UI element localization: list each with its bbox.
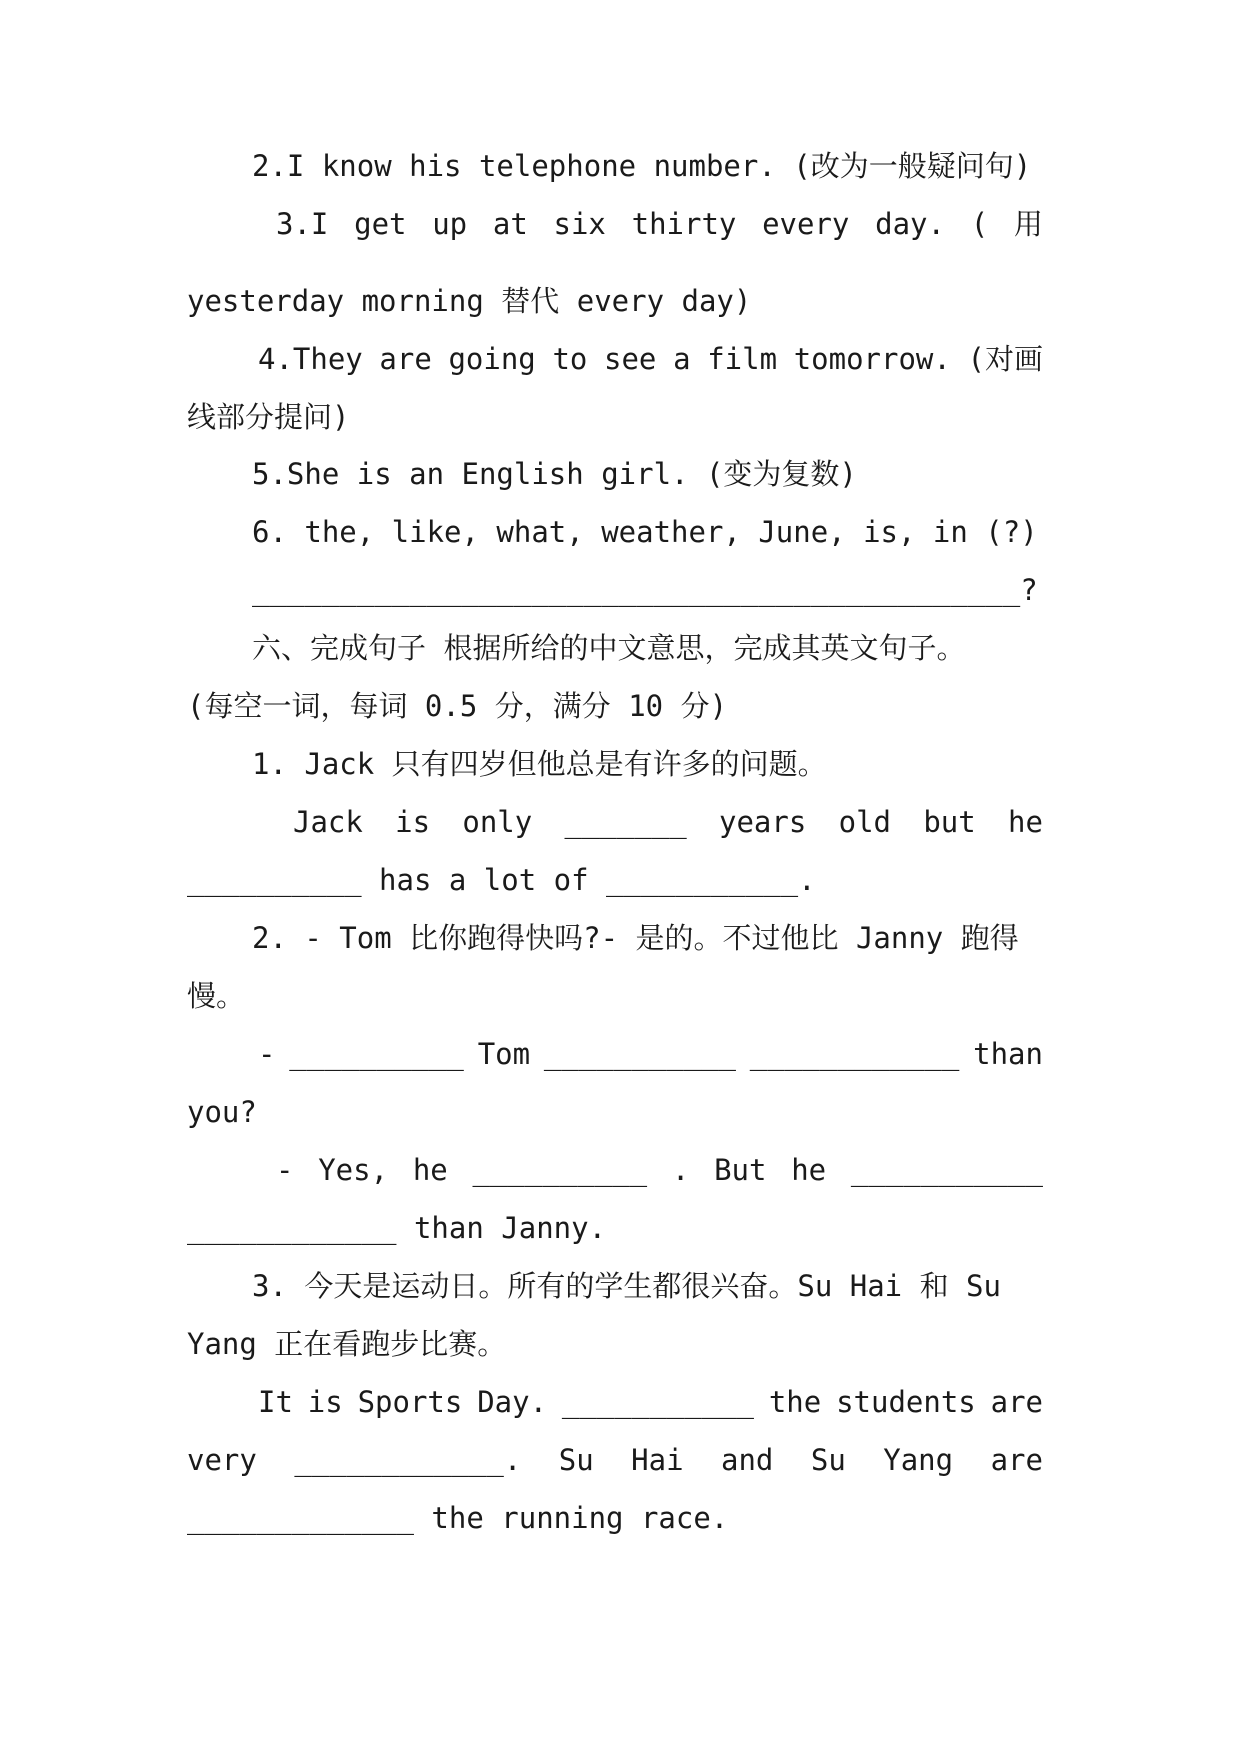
word: he (791, 1153, 827, 1187)
section-6-heading: 六、完成句子 根据所给的中文意思，完成其英文句子。 (252, 631, 966, 665)
word: Yes, (318, 1153, 389, 1187)
question-2-text: 2.I know his telephone number. (改为一般疑问句) (252, 149, 1032, 183)
word: only (462, 805, 533, 839)
word: Su (558, 1443, 594, 1477)
completion-2-question-line-2: you? (187, 1095, 257, 1129)
completion-3-english-line-3: _____________ the running race. (187, 1501, 729, 1535)
question-3-line-1 (276, 206, 1043, 242)
completion-1-english-line-2: __________ has a lot of ___________. (187, 863, 816, 897)
word: students (836, 1385, 976, 1419)
completion-2-answer-line-2: ____________ than Janny. (187, 1211, 607, 1245)
word: six (553, 207, 606, 241)
word: ___________ (850, 1153, 1043, 1187)
completion-2-chinese-line-2: 慢。 (187, 979, 246, 1013)
word: than (973, 1037, 1043, 1071)
word: Day. (477, 1385, 548, 1419)
word: 用 (1013, 207, 1043, 241)
word: he (1008, 805, 1043, 839)
word: are (379, 342, 432, 376)
word: day. (875, 207, 945, 241)
word: very (187, 1443, 257, 1477)
question-3-line-2: yesterday morning 替代 every day) (187, 284, 752, 318)
word: get (354, 207, 407, 241)
word: thirty (631, 207, 737, 241)
completion-1-chinese: 1. Jack 只有四岁但他总是有许多的问题。 (252, 747, 827, 781)
word: up (432, 207, 468, 241)
completion-3-chinese-line-2: Yang 正在看跑步比赛。 (187, 1327, 507, 1361)
word: are (990, 1443, 1043, 1477)
word: ( (970, 207, 989, 241)
word: Sports (357, 1385, 463, 1419)
word: are (990, 1385, 1043, 1419)
word: But (714, 1153, 767, 1187)
completion-3-english-line-1 (258, 1384, 1043, 1420)
word: _______ (564, 805, 687, 839)
word: old (838, 805, 892, 839)
word: 3.I (276, 207, 329, 241)
word: - (276, 1153, 294, 1187)
word: to (552, 342, 588, 376)
question-6-text: 6. the, like, what, weather, June, is, in (?) (252, 515, 1038, 549)
word: ____________ (749, 1037, 960, 1071)
word: tomorrow. (793, 342, 951, 376)
question-6-answer-blank: ____________________________________________? (252, 573, 1038, 607)
word: is (395, 805, 431, 839)
word: film (707, 342, 778, 376)
word: Hai (631, 1443, 684, 1477)
section-6-scoring: (每空一词，每词 0.5 分，满分 10 分) (187, 689, 728, 723)
completion-2-chinese-line-1: 2. - Tom 比你跑得快吗?- 是的。不过他比 Janny 跑得 (252, 921, 1019, 955)
word: 4.They (258, 342, 363, 376)
word: __________ (472, 1153, 648, 1187)
word: Su (810, 1443, 846, 1477)
word: is (307, 1385, 343, 1419)
word: a (673, 342, 691, 376)
word: going (448, 342, 536, 376)
word: . (671, 1153, 690, 1187)
word: Yang (883, 1443, 954, 1477)
word: see (604, 342, 657, 376)
word: he (412, 1153, 448, 1187)
word: Tom (477, 1037, 531, 1071)
word: and (721, 1443, 774, 1477)
completion-1-english-line-1 (293, 804, 1043, 840)
word: It (258, 1385, 293, 1419)
word: every (762, 207, 850, 241)
word: Jack (293, 805, 363, 839)
word: the (768, 1385, 822, 1419)
word: years (719, 805, 807, 839)
completion-3-chinese-line-1: 3. 今天是运动日。所有的学生都很兴奋。Su Hai 和 Su (252, 1269, 1001, 1303)
question-4-line-1 (258, 341, 1043, 377)
word: but (923, 805, 976, 839)
completion-3-english-line-2 (187, 1442, 1043, 1478)
word: __________ (289, 1037, 464, 1071)
question-5-text: 5.She is an English girl. (变为复数) (252, 457, 857, 491)
word: ___________ (543, 1037, 736, 1071)
word: - (258, 1037, 276, 1071)
completion-2-answer-line-1 (276, 1152, 1043, 1188)
word: (对画 (967, 342, 1043, 376)
word: at (492, 207, 528, 241)
completion-2-question-line-1 (258, 1036, 1043, 1072)
word: ___________ (561, 1385, 754, 1419)
word: ____________. (294, 1443, 522, 1477)
question-4-line-2: 线部分提问) (187, 400, 350, 434)
